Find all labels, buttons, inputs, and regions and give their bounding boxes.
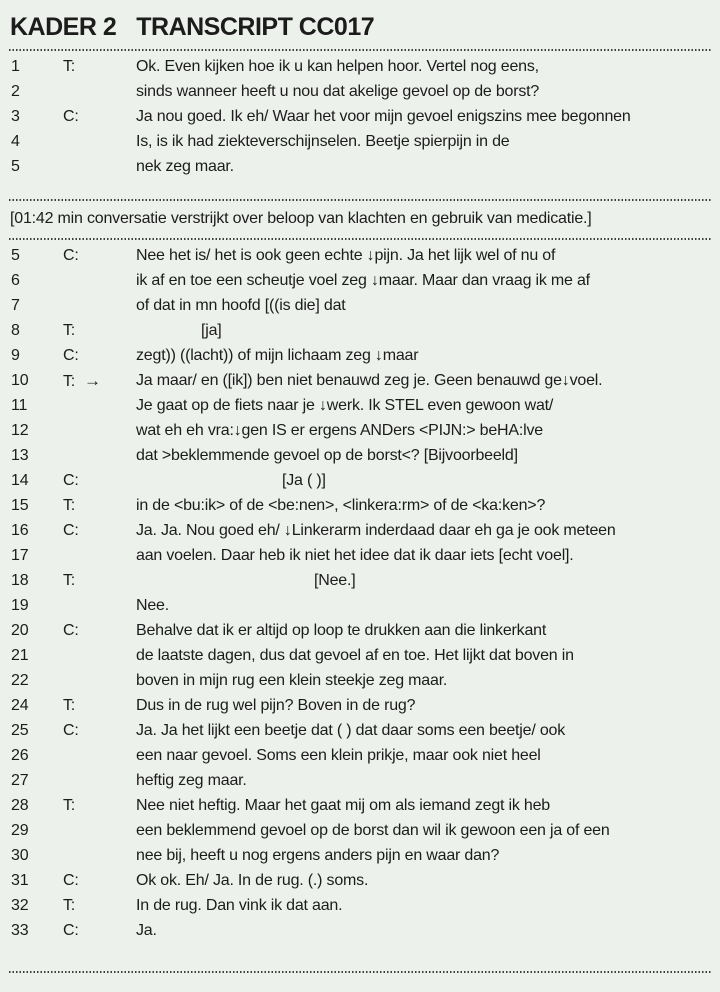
speaker-label [63, 668, 136, 693]
line-number: 4 [11, 133, 20, 150]
transcript-row [9, 418, 711, 443]
line-number: 29 [11, 822, 29, 839]
utterance-text: een beklemmend gevoel op de borst dan wil ik gewoon een ja of een [136, 822, 610, 839]
line-number: 8 [11, 322, 20, 339]
speaker-label [63, 543, 136, 568]
kader-label: KADER 2 [10, 13, 117, 41]
transcript-row [9, 393, 711, 418]
line-number: 28 [11, 797, 29, 814]
speaker-label: C: [63, 247, 79, 264]
transcript-row [9, 843, 711, 868]
utterance-text: een naar gevoel. Soms een klein prikje, maar ook niet heel [136, 747, 541, 764]
transcript-row [9, 368, 711, 393]
speaker-label: T: [63, 497, 76, 514]
speaker-label: C: [63, 922, 79, 939]
line-number: 30 [11, 847, 29, 864]
speaker-label: T: → [63, 371, 101, 390]
line-number: 18 [11, 572, 29, 589]
speaker-label: T: [63, 322, 76, 339]
utterance-text: Behalve dat ik er altijd op loop te drukken aan die linkerkant [136, 622, 547, 639]
utterance-text: heftig zeg maar. [136, 772, 247, 789]
speaker-label [63, 593, 136, 618]
transcript-row [9, 693, 711, 718]
speaker-label [63, 643, 136, 668]
utterance-text: of dat in mn hoofd [((is die] dat [136, 297, 346, 314]
transcript-row [9, 543, 711, 568]
line-number: 25 [11, 722, 29, 739]
dotted-rule-bottom [9, 971, 711, 973]
line-number: 17 [11, 547, 29, 564]
speaker-label [63, 843, 136, 868]
utterance-text: nek zeg maar. [136, 158, 234, 175]
line-number: 22 [11, 672, 29, 689]
line-number: 24 [11, 697, 29, 714]
line-number: 13 [11, 447, 29, 464]
speaker-label [63, 79, 136, 104]
utterance-text: Ja nou goed. Ik eh/ Waar het voor mijn gevoel enigszins mee begonnen [136, 108, 631, 125]
transcript-row [9, 79, 711, 104]
speaker-label [63, 818, 136, 843]
interlude-note: [01:42 min conversatie verstrijkt over beloop van klachten en gebruik van medicatie.] [10, 210, 592, 227]
utterance-text: [Nee.] [314, 572, 356, 589]
line-number: 11 [11, 397, 28, 414]
utterance-text: Ja maar/ en ([ik]) ben niet benauwd zeg je. Geen benauwd ge↓voel. [136, 372, 603, 389]
transcript-row [9, 768, 711, 793]
utterance-text: sinds wanneer heeft u nou dat akelige gevoel op de borst? [136, 83, 540, 100]
line-number: 5 [11, 247, 20, 264]
line-number: 7 [11, 297, 20, 314]
transcript-row [9, 343, 711, 368]
utterance-text: nee bij, heeft u nog ergens anders pijn en waar dan? [136, 847, 500, 864]
speaker-label [63, 393, 136, 418]
utterance-text: Nee het is/ het is ook geen echte ↓pijn. Ja het lijk wel of nu of [136, 247, 556, 264]
line-number: 27 [11, 772, 29, 789]
speaker-label [63, 443, 136, 468]
speaker-label: C: [63, 108, 79, 125]
line-number: 2 [11, 83, 20, 100]
transcript-row [9, 493, 711, 518]
speaker-label: T: [63, 572, 76, 589]
transcript-row [9, 104, 711, 129]
utterance-text: Ok. Even kijken hoe ik u kan helpen hoor. Vertel nog eens, [136, 58, 539, 75]
utterance-text: [Ja ( )] [282, 472, 326, 489]
transcript-row [9, 643, 711, 668]
transcript-row [9, 518, 711, 543]
line-number: 1 [11, 58, 20, 75]
utterance-text: Ok ok. Eh/ Ja. In de rug. (.) soms. [136, 872, 369, 889]
speaker-label: C: [63, 722, 79, 739]
line-number: 9 [11, 347, 20, 364]
utterance-text: Ja. Ja het lijkt een beetje dat ( ) dat daar soms een beetje/ ook [136, 722, 566, 739]
transcript-block-2 [9, 240, 711, 943]
speaker-label: T: [63, 897, 76, 914]
utterance-text: Dus in de rug wel pijn? Boven in de rug? [136, 697, 416, 714]
utterance-text: in de <bu:ik> of de <be:nen>, <linkera:rm> of de <ka:ken>? [136, 497, 546, 514]
transcript-row [9, 443, 711, 468]
transcript-row [9, 918, 711, 943]
utterance-text: Nee. [136, 597, 169, 614]
speaker-label [63, 293, 136, 318]
transcript-row [9, 618, 711, 643]
transcript-row [9, 154, 711, 179]
utterance-text: boven in mijn rug een klein steekje zeg maar. [136, 672, 448, 689]
transcript-row [9, 818, 711, 843]
speaker-label: C: [63, 347, 79, 364]
transcript-row [9, 743, 711, 768]
line-number: 19 [11, 597, 29, 614]
line-number: 16 [11, 522, 29, 539]
transcript-row [9, 54, 711, 79]
line-number: 21 [11, 647, 29, 664]
speaker-label [63, 743, 136, 768]
transcript-row [9, 243, 711, 268]
speaker-label: C: [63, 872, 79, 889]
transcript-row [9, 568, 711, 593]
line-number: 5 [11, 158, 20, 175]
line-number: 26 [11, 747, 29, 764]
box-title [9, 0, 711, 49]
utterance-text: Nee niet heftig. Maar het gaat mij om als iemand zegt ik heb [136, 797, 551, 814]
line-number: 3 [11, 108, 20, 125]
transcript-row [9, 593, 711, 618]
line-number: 10 [11, 372, 29, 389]
speaker-label: C: [63, 522, 79, 539]
line-number: 33 [11, 922, 29, 939]
line-number: 15 [11, 497, 29, 514]
line-number: 14 [11, 472, 29, 489]
transcript-row [9, 129, 711, 154]
turn-arrow-icon: → [84, 371, 101, 390]
transcript-block-1 [9, 51, 711, 179]
utterance-text: Is, is ik had ziekteverschijnselen. Beetje spierpijn in de [136, 133, 510, 150]
utterance-text: [ja] [201, 322, 222, 339]
speaker-label [63, 268, 136, 293]
utterance-text: wat eh eh vra:↓gen IS er ergens ANDers <PIJN:> beHA:lve [136, 422, 543, 439]
utterance-text: Ja. Ja. Nou goed eh/ ↓Linkerarm inderdaad daar eh ga je ook meteen [136, 522, 616, 539]
transcript-row [9, 468, 711, 493]
transcript-row [9, 268, 711, 293]
utterance-text: zegt)) ((lacht)) of mijn lichaam zeg ↓maar [136, 347, 419, 364]
utterance-text: Je gaat op de fiets naar je ↓werk. Ik STEL even gewoon wat/ [136, 397, 554, 414]
transcript-row [9, 793, 711, 818]
transcript-row [9, 293, 711, 318]
speaker-label [63, 768, 136, 793]
line-number: 20 [11, 622, 29, 639]
speaker-label: T: [63, 58, 76, 75]
speaker-label [63, 129, 136, 154]
line-number: 32 [11, 897, 29, 914]
speaker-label: T: [63, 797, 76, 814]
transcript-row [9, 318, 711, 343]
speaker-label: T: [63, 697, 76, 714]
speaker-label [63, 154, 136, 179]
transcript-row [9, 868, 711, 893]
speaker-label: C: [63, 472, 79, 489]
transcript-row [9, 668, 711, 693]
utterance-text: Ja. [136, 922, 157, 939]
speaker-label [63, 418, 136, 443]
transcript-row [9, 718, 711, 743]
box-title-text: TRANSCRIPT CC017 [136, 13, 375, 41]
transcript-row [9, 893, 711, 918]
utterance-text: aan voelen. Daar heb ik niet het idee dat ik daar iets [echt voel]. [136, 547, 574, 564]
speaker-label: C: [63, 622, 79, 639]
line-number: 6 [11, 272, 20, 289]
utterance-text: de laatste dagen, dus dat gevoel af en toe. Het lijkt dat boven in [136, 647, 574, 664]
utterance-text: dat >beklemmende gevoel op de borst<? [Bijvoorbeeld] [136, 447, 518, 464]
line-number: 12 [11, 422, 29, 439]
utterance-text: In de rug. Dan vink ik dat aan. [136, 897, 343, 914]
line-number: 31 [11, 872, 29, 889]
utterance-text: ik af en toe een scheutje voel zeg ↓maar. Maar dan vraag ik me af [136, 272, 590, 289]
